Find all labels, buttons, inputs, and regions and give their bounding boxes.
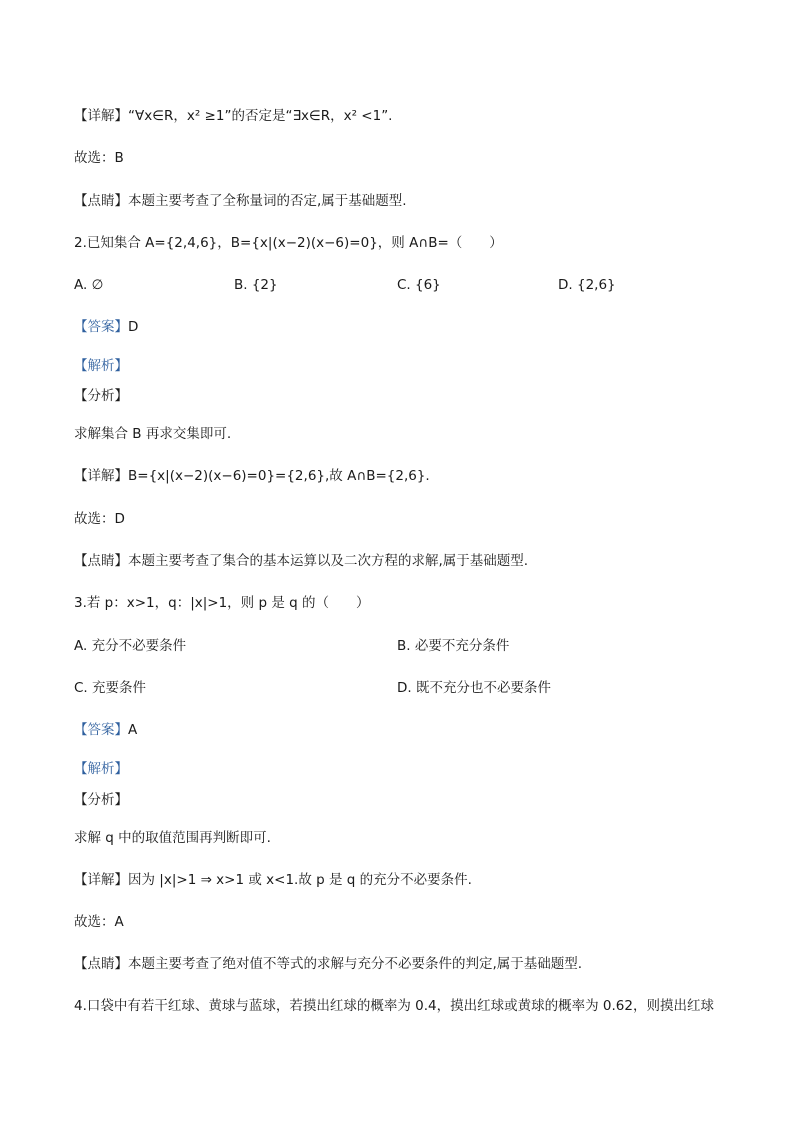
q2-fenxi-text: 求解集合 B 再求交集即可.: [74, 426, 232, 442]
q1-comment: [74, 191, 407, 211]
q1-detail: [74, 106, 392, 126]
q2-answer: [74, 317, 138, 337]
detail-tag: 【详解】: [74, 872, 128, 888]
detail-tag: 【详解】: [74, 468, 128, 484]
q2-detail: [74, 466, 430, 486]
q2-choice: 故选：D: [74, 511, 125, 527]
q2-option-c: C. {6}: [397, 277, 441, 293]
q2-option-b: B. {2}: [234, 277, 278, 293]
q2-analysis-tag: 【解析】: [74, 358, 128, 374]
q2-comment-text: 本题主要考查了集合的基本运算以及二次方程的求解,属于基础题型.: [128, 553, 529, 569]
q2-detail-text: B={x|(x−2)(x−6)=0}={2,6},故 A∩B={2,6}.: [128, 468, 430, 484]
q4-stem: 4.口袋中有若干红球、黄球与蓝球，若摸出红球的概率为 0.4，摸出红球或黄球的概率为 0.62，则摸出红球: [74, 998, 714, 1014]
q2-option-d: D. {2,6}: [558, 277, 616, 293]
q3-option-c: C. 充要条件: [74, 680, 147, 696]
q3-comment: [74, 954, 582, 974]
q3-answer: [74, 720, 137, 740]
q1-detail-text: “∀x∈R，x² ≥1”的否定是“∃x∈R，x² <1”.: [128, 108, 393, 124]
q3-option-a: A. 充分不必要条件: [74, 638, 187, 654]
answer-tag: 【答案】: [74, 319, 128, 335]
q3-comment-text: 本题主要考查了绝对值不等式的求解与充分不必要条件的判定,属于基础题型.: [128, 956, 583, 972]
q3-detail: [74, 870, 472, 890]
q3-stem: 3.若 p：x>1，q：|x|>1，则 p 是 q 的（ ）: [74, 595, 370, 611]
q3-detail-text: 因为 |x|>1 ⇒ x>1 或 x<1.故 p 是 q 的充分不必要条件.: [128, 872, 472, 888]
q3-analysis-tag: 【解析】: [74, 761, 128, 777]
comment-tag: 【点睛】: [74, 193, 128, 209]
q2-fenxi-tag: 【分析】: [74, 388, 128, 404]
comment-tag: 【点睛】: [74, 553, 128, 569]
q3-option-b: B. 必要不充分条件: [397, 638, 510, 654]
q3-choice: 故选：A: [74, 914, 124, 930]
q3-fenxi-text: 求解 q 中的取值范围再判断即可.: [74, 830, 271, 846]
answer-tag: 【答案】: [74, 722, 128, 738]
q1-comment-text: 本题主要考查了全称量词的否定,属于基础题型.: [128, 193, 407, 209]
detail-tag: 【详解】: [74, 108, 128, 124]
q2-stem: 2.已知集合 A={2,4,6}，B={x|(x−2)(x−6)=0}，则 A∩B=（ ）: [74, 235, 503, 251]
q3-fenxi-tag: 【分析】: [74, 792, 128, 808]
q2-comment: [74, 551, 528, 571]
q2-option-a: A. ∅: [74, 277, 104, 293]
q1-choice: 故选：B: [74, 150, 124, 166]
q3-option-d: D. 既不充分也不必要条件: [397, 680, 551, 696]
q2-answer-value: D: [128, 319, 139, 335]
comment-tag: 【点睛】: [74, 956, 128, 972]
q3-answer-value: A: [128, 722, 138, 738]
